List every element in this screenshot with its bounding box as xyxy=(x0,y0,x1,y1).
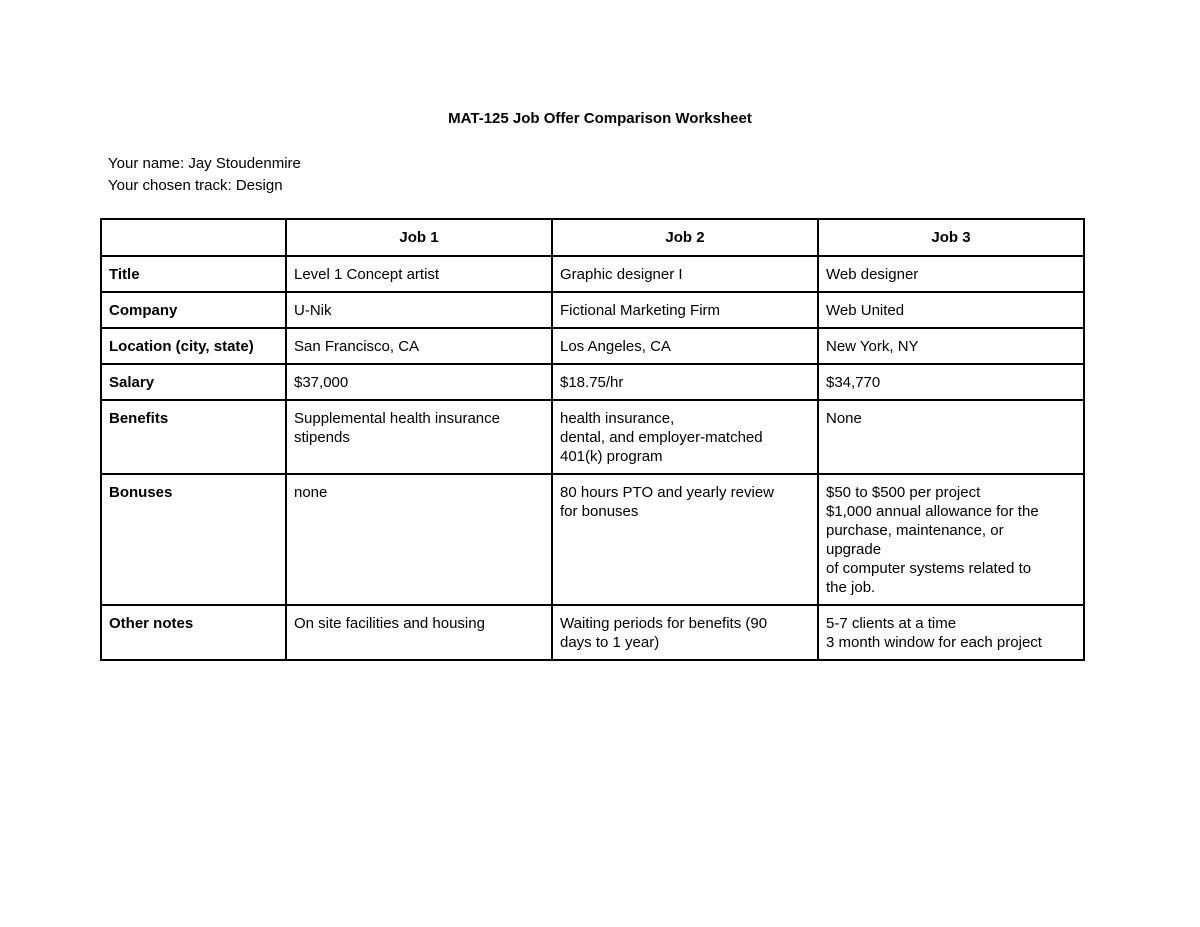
cell-title-job-3 xyxy=(818,256,1084,292)
cell-text-line: dental, and employer-matched xyxy=(560,429,763,446)
cell-company-job-2 xyxy=(552,292,818,328)
table-row-location xyxy=(101,328,1084,364)
cell-text-line: None xyxy=(826,410,862,427)
cell-text-line: Fictional Marketing Firm xyxy=(560,302,721,319)
cell-text-line: 5-7 clients at a time xyxy=(826,615,957,632)
cell-text-line: $1,000 annual allowance for the xyxy=(826,503,1039,520)
cell-text-line: none xyxy=(294,484,328,501)
header-job-1: Job 1 xyxy=(286,219,552,256)
cell-bonuses-job-3 xyxy=(818,474,1084,605)
cell-benefits-job-1 xyxy=(286,400,552,474)
cell-text-line: Los Angeles, CA xyxy=(560,338,671,355)
row-label-company: Company xyxy=(101,292,286,328)
cell-location-job-1 xyxy=(286,328,552,364)
cell-benefits-job-2 xyxy=(552,400,818,474)
table-row-benefits xyxy=(101,400,1084,474)
cell-text-line: Supplemental health insurance xyxy=(294,410,500,427)
cell-text-line: stipends xyxy=(294,429,350,446)
cell-company-job-1 xyxy=(286,292,552,328)
header-job-3: Job 3 xyxy=(818,219,1084,256)
cell-text-line: upgrade xyxy=(826,541,882,558)
row-label-salary: Salary xyxy=(101,364,286,400)
cell-text-line: $18.75/hr xyxy=(560,374,624,391)
cell-other-notes-job-1 xyxy=(286,605,552,660)
cell-text-line: the job. xyxy=(826,579,876,596)
cell-benefits-job-3 xyxy=(818,400,1084,474)
table-row-title xyxy=(101,256,1084,292)
cell-text-line: health insurance, xyxy=(560,410,675,427)
cell-text-line: Waiting periods for benefits (90 xyxy=(560,615,768,632)
header-corner-cell xyxy=(101,219,286,256)
cell-text-line: 3 month window for each project xyxy=(826,634,1042,651)
cell-bonuses-job-1 xyxy=(286,474,552,605)
cell-bonuses-job-2 xyxy=(552,474,818,605)
cell-text-line: Graphic designer I xyxy=(560,266,683,283)
row-label-location: Location (city, state) xyxy=(101,328,286,364)
cell-other-notes-job-3 xyxy=(818,605,1084,660)
cell-title-job-1 xyxy=(286,256,552,292)
row-label-other-notes: Other notes xyxy=(101,605,286,660)
job-comparison-table xyxy=(100,218,1085,661)
student-name: Your name: Jay Stoudenmire xyxy=(108,155,301,172)
table-row-other-notes xyxy=(101,605,1084,660)
row-label-title: Title xyxy=(101,256,286,292)
cell-text-line: 401(k) program xyxy=(560,448,663,465)
cell-text-line: for bonuses xyxy=(560,503,639,520)
cell-text-line: Web designer xyxy=(826,266,919,283)
cell-text-line: 80 hours PTO and yearly review xyxy=(560,484,774,501)
page-title: MAT-125 Job Offer Comparison Worksheet xyxy=(448,110,752,127)
cell-salary-job-2 xyxy=(552,364,818,400)
cell-location-job-2 xyxy=(552,328,818,364)
cell-text-line: On site facilities and housing xyxy=(294,615,485,632)
cell-text-line: U-Nik xyxy=(294,302,332,319)
header-job-2: Job 2 xyxy=(552,219,818,256)
cell-title-job-2 xyxy=(552,256,818,292)
cell-text-line: Level 1 Concept artist xyxy=(294,266,440,283)
table-row-bonuses xyxy=(101,474,1084,605)
cell-salary-job-3 xyxy=(818,364,1084,400)
cell-text-line: purchase, maintenance, or xyxy=(826,522,1004,539)
table-header-row xyxy=(101,219,1084,256)
chosen-track: Your chosen track: Design xyxy=(108,177,283,194)
cell-text-line: of computer systems related to xyxy=(826,560,1032,577)
cell-text-line: $50 to $500 per project xyxy=(826,484,981,501)
cell-location-job-3 xyxy=(818,328,1084,364)
cell-text-line: New York, NY xyxy=(826,338,919,355)
cell-other-notes-job-2 xyxy=(552,605,818,660)
cell-text-line: Web United xyxy=(826,302,905,319)
cell-text-line: San Francisco, CA xyxy=(294,338,420,355)
cell-text-line: $34,770 xyxy=(826,374,881,391)
cell-salary-job-1 xyxy=(286,364,552,400)
row-label-bonuses: Bonuses xyxy=(101,474,286,605)
cell-company-job-3 xyxy=(818,292,1084,328)
cell-text-line: days to 1 year) xyxy=(560,634,660,651)
table-row-salary xyxy=(101,364,1084,400)
table-row-company xyxy=(101,292,1084,328)
row-label-benefits: Benefits xyxy=(101,400,286,474)
cell-text-line: $37,000 xyxy=(294,374,349,391)
